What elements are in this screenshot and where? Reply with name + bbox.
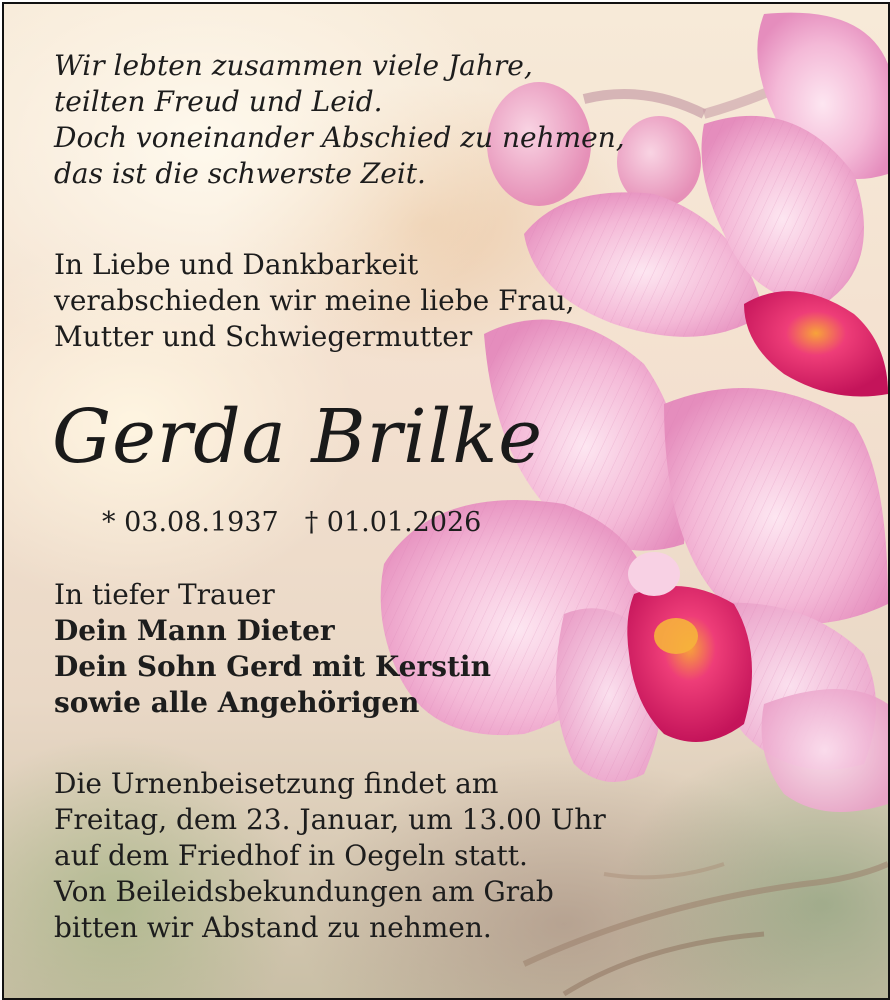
poem-line: Wir lebten zusammen viele Jahre, bbox=[54, 49, 533, 82]
burial-line: Von Beileidsbekundungen am Grab bbox=[54, 875, 554, 908]
obituary-card bbox=[2, 2, 890, 1000]
mourners-intro: In tiefer Trauer bbox=[54, 578, 275, 611]
mourner-name: Dein Mann Dieter bbox=[54, 614, 335, 647]
burial-line: bitten wir Abstand zu nehmen. bbox=[54, 911, 492, 944]
burial-line: Freitag, dem 23. Januar, um 13.00 Uhr bbox=[54, 803, 606, 836]
burial-info bbox=[54, 766, 606, 946]
mourners bbox=[54, 577, 491, 721]
deceased-name: Gerda Brilke bbox=[52, 394, 544, 480]
life-dates bbox=[102, 506, 507, 540]
intro-text bbox=[54, 247, 575, 355]
poem bbox=[54, 48, 625, 192]
death-date: † 01.01.2026 bbox=[304, 507, 482, 538]
intro-line: Mutter und Schwiegermutter bbox=[54, 320, 473, 353]
burial-line: auf dem Friedhof in Oegeln statt. bbox=[54, 839, 528, 872]
poem-line: Doch voneinander Abschied zu nehmen, bbox=[54, 121, 625, 154]
poem-line: teilten Freud und Leid. bbox=[54, 85, 383, 118]
birth-date: * 03.08.1937 bbox=[102, 507, 279, 538]
burial-line: Die Urnenbeisetzung findet am bbox=[54, 767, 499, 800]
intro-line: In Liebe und Dankbarkeit bbox=[54, 248, 419, 281]
mourner-name: Dein Sohn Gerd mit Kerstin bbox=[54, 650, 491, 683]
mourner-name: sowie alle Angehörigen bbox=[54, 686, 420, 719]
intro-line: verabschieden wir meine liebe Frau, bbox=[54, 284, 575, 317]
poem-line: das ist die schwerste Zeit. bbox=[54, 157, 426, 190]
